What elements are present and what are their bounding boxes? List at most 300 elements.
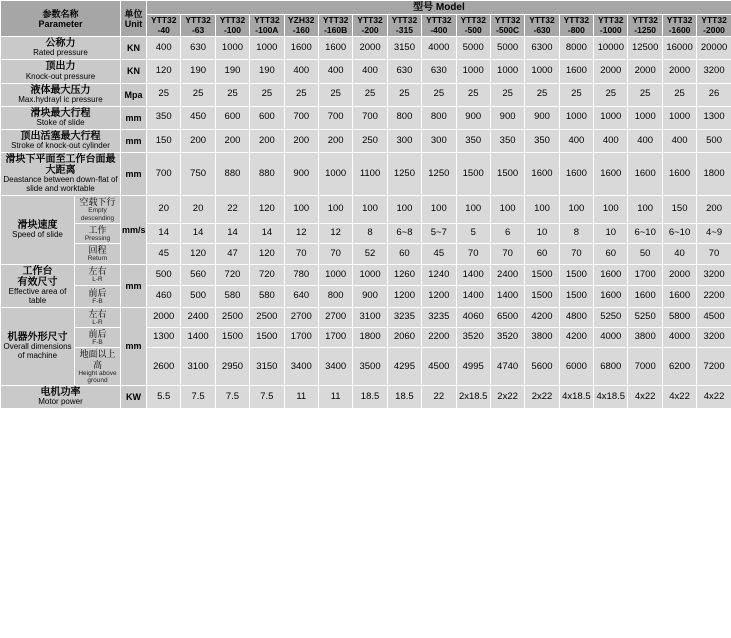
cell-3-6: 700	[353, 106, 387, 129]
effective-area-of-table-cell-0-10: 2400	[490, 264, 524, 286]
model-header-12: YTT32 -800	[559, 15, 593, 37]
effective-area-of-table-cell-1-5: 800	[318, 286, 352, 308]
overall-dimensions-cell-1-7: 2060	[387, 328, 421, 348]
speed-of-slide-label: 滑块速度 Speed of slide	[1, 196, 75, 264]
effective-area-of-table-unit: mm	[121, 264, 147, 307]
cell-5-13: 1600	[594, 152, 628, 195]
overall-dimensions-cell-1-4: 1700	[284, 328, 318, 348]
speed-of-slide-cell-1-15: 6~10	[662, 223, 696, 243]
cell-1-8: 630	[422, 60, 456, 83]
cell-5-14: 1600	[628, 152, 662, 195]
cell-2-10: 25	[490, 83, 524, 106]
cell-1-1: 190	[181, 60, 215, 83]
cell-0-12: 8000	[559, 37, 593, 60]
table-row	[1, 286, 731, 308]
speed-of-slide-cell-2-13: 60	[594, 244, 628, 264]
overall-dimensions-cell-1-5: 1700	[318, 328, 352, 348]
cell-0-16: 20000	[697, 37, 731, 60]
speed-of-slide-cell-0-2: 22	[215, 196, 249, 224]
cell-0-8: 4000	[422, 37, 456, 60]
cell-2-16: 26	[697, 83, 731, 106]
effective-area-of-table-cell-0-1: 560	[181, 264, 215, 286]
speed-of-slide-cell-2-11: 60	[525, 244, 559, 264]
cell-0-13: 10000	[594, 37, 628, 60]
speed-of-slide-cell-2-6: 52	[353, 244, 387, 264]
motor-power-cell-4: 11	[284, 386, 318, 409]
cell-3-5: 700	[318, 106, 352, 129]
effective-area-of-table-cell-0-9: 1400	[456, 264, 490, 286]
cell-4-3: 200	[250, 129, 284, 152]
speed-of-slide-cell-1-14: 6~10	[628, 223, 662, 243]
speed-of-slide-cell-2-7: 60	[387, 244, 421, 264]
cell-2-11: 25	[525, 83, 559, 106]
cell-1-10: 1000	[490, 60, 524, 83]
cell-4-6: 250	[353, 129, 387, 152]
cell-2-1: 25	[181, 83, 215, 106]
cell-1-4: 400	[284, 60, 318, 83]
overall-dimensions-label: 机器外形尺寸 Overall dimensions of machine	[1, 307, 75, 385]
cell-3-9: 900	[456, 106, 490, 129]
cell-4-14: 400	[628, 129, 662, 152]
cell-1-13: 2000	[594, 60, 628, 83]
effective-area-of-table-cell-1-4: 640	[284, 286, 318, 308]
cell-4-12: 400	[559, 129, 593, 152]
speed-of-slide-cell-0-13: 100	[594, 196, 628, 224]
cell-5-16: 1800	[697, 152, 731, 195]
effective-area-of-table-cell-1-9: 1400	[456, 286, 490, 308]
table-row	[1, 264, 731, 286]
cell-0-10: 5000	[490, 37, 524, 60]
table-row	[1, 386, 731, 409]
cell-2-13: 25	[594, 83, 628, 106]
motor-power-cell-7: 18.5	[387, 386, 421, 409]
cell-0-9: 5000	[456, 37, 490, 60]
speed-of-slide-cell-2-5: 70	[318, 244, 352, 264]
speed-of-slide-cell-2-10: 70	[490, 244, 524, 264]
overall-dimensions-cell-0-3: 2500	[250, 307, 284, 327]
overall-dimensions-cell-2-5: 3400	[318, 348, 352, 386]
effective-area-of-table-cell-0-16: 3200	[697, 264, 731, 286]
effective-area-of-table-cell-1-13: 1600	[594, 286, 628, 308]
header-parameter-cell	[1, 1, 121, 37]
cell-5-12: 1600	[559, 152, 593, 195]
cell-1-15: 2000	[662, 60, 696, 83]
cell-2-0: 25	[147, 83, 181, 106]
cell-4-15: 400	[662, 129, 696, 152]
overall-dimensions-cell-1-0: 1300	[147, 328, 181, 348]
cell-4-8: 300	[422, 129, 456, 152]
effective-area-of-table-cell-1-8: 1200	[422, 286, 456, 308]
cell-5-11: 1600	[525, 152, 559, 195]
effective-area-of-table-cell-1-7: 1200	[387, 286, 421, 308]
speed-of-slide-sub-2: 回程 Return	[75, 244, 121, 264]
overall-dimensions-cell-1-11: 3800	[525, 328, 559, 348]
cell-2-6: 25	[353, 83, 387, 106]
effective-area-of-table-cell-1-3: 580	[250, 286, 284, 308]
cell-3-3: 600	[250, 106, 284, 129]
cell-0-11: 6300	[525, 37, 559, 60]
cell-5-1: 750	[181, 152, 215, 195]
overall-dimensions-cell-2-16: 7200	[697, 348, 731, 386]
overall-dimensions-unit: mm	[121, 307, 147, 385]
cell-1-16: 3200	[697, 60, 731, 83]
motor-power-cell-6: 18.5	[353, 386, 387, 409]
speed-of-slide-cell-0-16: 200	[697, 196, 731, 224]
model-header-0: YTT32 -40	[147, 15, 181, 37]
motor-power-cell-13: 4x18.5	[594, 386, 628, 409]
speed-of-slide-cell-1-11: 10	[525, 223, 559, 243]
cell-3-12: 1000	[559, 106, 593, 129]
cell-0-7: 3150	[387, 37, 421, 60]
effective-area-of-table-cell-0-12: 1500	[559, 264, 593, 286]
effective-area-of-table-cell-0-13: 1600	[594, 264, 628, 286]
model-header-14: YTT32 -1250	[628, 15, 662, 37]
row-unit-1: KN	[121, 60, 147, 83]
table-row	[1, 196, 731, 224]
effective-area-of-table-cell-0-5: 1000	[318, 264, 352, 286]
model-header-16: YTT32 -2000	[697, 15, 731, 37]
row-unit-3: mm	[121, 106, 147, 129]
table-row	[1, 328, 731, 348]
cell-3-4: 700	[284, 106, 318, 129]
table-header-row-1	[1, 1, 731, 15]
speed-of-slide-cell-0-14: 100	[628, 196, 662, 224]
speed-of-slide-cell-0-8: 100	[422, 196, 456, 224]
effective-area-of-table-cell-1-2: 580	[215, 286, 249, 308]
speed-of-slide-cell-1-8: 5~7	[422, 223, 456, 243]
speed-of-slide-cell-1-10: 6	[490, 223, 524, 243]
header-parameter-cn: 参数名称	[42, 8, 79, 19]
header-unit-cn: 单位	[124, 8, 143, 19]
overall-dimensions-cell-0-7: 3235	[387, 307, 421, 327]
motor-power-cell-5: 11	[318, 386, 352, 409]
speed-of-slide-cell-0-7: 100	[387, 196, 421, 224]
motor-power-cell-3: 7.5	[250, 386, 284, 409]
effective-area-of-table-cell-1-6: 900	[353, 286, 387, 308]
speed-of-slide-sub-0: 空载下行 Empty descending	[75, 196, 121, 224]
overall-dimensions-cell-1-16: 3200	[697, 328, 731, 348]
overall-dimensions-cell-1-1: 1400	[181, 328, 215, 348]
speed-of-slide-cell-0-3: 120	[250, 196, 284, 224]
table-row	[1, 83, 731, 106]
overall-dimensions-cell-0-0: 2000	[147, 307, 181, 327]
cell-2-2: 25	[215, 83, 249, 106]
cell-5-9: 1500	[456, 152, 490, 195]
speed-of-slide-cell-1-6: 8	[353, 223, 387, 243]
speed-of-slide-cell-0-1: 20	[181, 196, 215, 224]
speed-of-slide-cell-2-14: 50	[628, 244, 662, 264]
cell-4-4: 200	[284, 129, 318, 152]
speed-of-slide-cell-1-16: 4~9	[697, 223, 731, 243]
effective-area-of-table-cell-0-11: 1500	[525, 264, 559, 286]
cell-0-1: 630	[181, 37, 215, 60]
motor-power-unit: KW	[121, 386, 147, 409]
overall-dimensions-cell-1-13: 4000	[594, 328, 628, 348]
effective-area-of-table-cell-0-3: 720	[250, 264, 284, 286]
overall-dimensions-cell-2-2: 2950	[215, 348, 249, 386]
cell-0-2: 1000	[215, 37, 249, 60]
model-header-4: YZH32 -160	[284, 15, 318, 37]
motor-power-cell-9: 2x18.5	[456, 386, 490, 409]
model-header-3: YTT32 -100A	[250, 15, 284, 37]
overall-dimensions-cell-2-12: 6000	[559, 348, 593, 386]
speed-of-slide-cell-1-1: 14	[181, 223, 215, 243]
row-unit-4: mm	[121, 129, 147, 152]
overall-dimensions-cell-1-3: 1500	[250, 328, 284, 348]
cell-4-9: 350	[456, 129, 490, 152]
effective-area-of-table-cell-0-8: 1240	[422, 264, 456, 286]
overall-dimensions-cell-1-2: 1500	[215, 328, 249, 348]
cell-3-8: 800	[422, 106, 456, 129]
motor-power-cell-8: 22	[422, 386, 456, 409]
overall-dimensions-cell-2-10: 4740	[490, 348, 524, 386]
overall-dimensions-cell-2-8: 4500	[422, 348, 456, 386]
cell-3-14: 1000	[628, 106, 662, 129]
overall-dimensions-cell-0-4: 2700	[284, 307, 318, 327]
row-unit-2: Mpa	[121, 83, 147, 106]
row-label-4: 顶出活塞最大行程 Stroke of knock-out cylinder	[1, 129, 121, 152]
overall-dimensions-cell-2-11: 5600	[525, 348, 559, 386]
motor-power-cell-1: 7.5	[181, 386, 215, 409]
cell-1-0: 120	[147, 60, 181, 83]
table-row	[1, 223, 731, 243]
effective-area-of-table-cell-1-14: 1600	[628, 286, 662, 308]
speed-of-slide-cell-0-0: 20	[147, 196, 181, 224]
cell-4-16: 500	[697, 129, 731, 152]
speed-of-slide-cell-2-8: 45	[422, 244, 456, 264]
cell-0-3: 1000	[250, 37, 284, 60]
overall-dimensions-cell-0-1: 2400	[181, 307, 215, 327]
speed-of-slide-cell-2-1: 120	[181, 244, 215, 264]
motor-power-cell-2: 7.5	[215, 386, 249, 409]
model-header-6: YTT32 -200	[353, 15, 387, 37]
overall-dimensions-cell-0-5: 2700	[318, 307, 352, 327]
cell-2-5: 25	[318, 83, 352, 106]
overall-dimensions-cell-0-6: 3100	[353, 307, 387, 327]
speed-of-slide-cell-2-2: 47	[215, 244, 249, 264]
overall-dimensions-cell-0-10: 6500	[490, 307, 524, 327]
model-header-2: YTT32 -100	[215, 15, 249, 37]
cell-1-5: 400	[318, 60, 352, 83]
cell-2-15: 25	[662, 83, 696, 106]
effective-area-of-table-cell-0-2: 720	[215, 264, 249, 286]
cell-0-4: 1600	[284, 37, 318, 60]
overall-dimensions-cell-2-3: 3150	[250, 348, 284, 386]
effective-area-of-table-cell-0-4: 780	[284, 264, 318, 286]
effective-area-of-table-cell-0-14: 1700	[628, 264, 662, 286]
table-row	[1, 129, 731, 152]
cell-4-5: 200	[318, 129, 352, 152]
overall-dimensions-cell-1-6: 1800	[353, 328, 387, 348]
overall-dimensions-cell-0-13: 5250	[594, 307, 628, 327]
cell-1-12: 1600	[559, 60, 593, 83]
header-parameter-en: Parameter	[38, 18, 83, 29]
overall-dimensions-cell-2-7: 4295	[387, 348, 421, 386]
cell-0-0: 400	[147, 37, 181, 60]
effective-area-of-table-cell-1-12: 1500	[559, 286, 593, 308]
row-label-2: 液体最大压力 Max.hydrayl ic pressure	[1, 83, 121, 106]
overall-dimensions-cell-1-9: 3520	[456, 328, 490, 348]
cell-3-13: 1000	[594, 106, 628, 129]
overall-dimensions-cell-1-8: 2200	[422, 328, 456, 348]
speed-of-slide-cell-1-13: 10	[594, 223, 628, 243]
model-header-11: YTT32 -630	[525, 15, 559, 37]
cell-3-1: 450	[181, 106, 215, 129]
cell-4-7: 300	[387, 129, 421, 152]
overall-dimensions-cell-0-12: 4800	[559, 307, 593, 327]
overall-dimensions-cell-0-15: 5800	[662, 307, 696, 327]
cell-4-2: 200	[215, 129, 249, 152]
cell-2-7: 25	[387, 83, 421, 106]
model-header-15: YTT32 -1600	[662, 15, 696, 37]
overall-dimensions-cell-2-14: 7000	[628, 348, 662, 386]
speed-of-slide-cell-2-3: 120	[250, 244, 284, 264]
speed-of-slide-sub-1: 工作 Pressing	[75, 223, 121, 243]
motor-power-cell-10: 2x22	[490, 386, 524, 409]
model-header-1: YTT32 -63	[181, 15, 215, 37]
speed-of-slide-cell-0-4: 100	[284, 196, 318, 224]
cell-1-6: 400	[353, 60, 387, 83]
cell-3-2: 600	[215, 106, 249, 129]
cell-4-11: 350	[525, 129, 559, 152]
cell-1-2: 190	[215, 60, 249, 83]
speed-of-slide-cell-1-2: 14	[215, 223, 249, 243]
speed-of-slide-cell-2-12: 70	[559, 244, 593, 264]
motor-power-label: 电机功率 Motor power	[1, 386, 121, 409]
speed-of-slide-cell-0-15: 150	[662, 196, 696, 224]
cell-0-15: 16000	[662, 37, 696, 60]
model-header-10: YTT32 -500C	[490, 15, 524, 37]
cell-3-16: 1300	[697, 106, 731, 129]
cell-2-9: 25	[456, 83, 490, 106]
cell-1-14: 2000	[628, 60, 662, 83]
cell-4-1: 200	[181, 129, 215, 152]
cell-1-3: 190	[250, 60, 284, 83]
speed-of-slide-cell-2-15: 40	[662, 244, 696, 264]
motor-power-cell-16: 4x22	[697, 386, 731, 409]
table-row	[1, 307, 731, 327]
row-unit-0: KN	[121, 37, 147, 60]
effective-area-of-table-cell-0-15: 2000	[662, 264, 696, 286]
overall-dimensions-sub-0: 左右 L-R	[75, 307, 121, 327]
effective-area-of-table-cell-1-11: 1500	[525, 286, 559, 308]
speed-of-slide-cell-1-12: 8	[559, 223, 593, 243]
speed-of-slide-cell-0-10: 100	[490, 196, 524, 224]
cell-5-3: 880	[250, 152, 284, 195]
speed-of-slide-cell-1-4: 12	[284, 223, 318, 243]
overall-dimensions-cell-2-4: 3400	[284, 348, 318, 386]
speed-of-slide-cell-0-6: 100	[353, 196, 387, 224]
speed-of-slide-unit: mm/s	[121, 196, 147, 264]
cell-5-0: 700	[147, 152, 181, 195]
model-header-13: YTT32 -1000	[594, 15, 628, 37]
overall-dimensions-cell-0-14: 5250	[628, 307, 662, 327]
speed-of-slide-cell-1-0: 14	[147, 223, 181, 243]
speed-of-slide-cell-0-5: 100	[318, 196, 352, 224]
speed-of-slide-cell-0-11: 100	[525, 196, 559, 224]
overall-dimensions-cell-0-16: 4500	[697, 307, 731, 327]
cell-3-15: 1000	[662, 106, 696, 129]
cell-3-10: 900	[490, 106, 524, 129]
overall-dimensions-sub-2: 地面以上高 Height above ground	[75, 348, 121, 386]
table-row	[1, 37, 731, 60]
cell-2-12: 25	[559, 83, 593, 106]
speed-of-slide-cell-2-16: 70	[697, 244, 731, 264]
effective-area-of-table-cell-0-7: 1260	[387, 264, 421, 286]
overall-dimensions-cell-0-11: 4200	[525, 307, 559, 327]
cell-5-5: 1000	[318, 152, 352, 195]
effective-area-of-table-cell-1-1: 500	[181, 286, 215, 308]
header-unit-en: Unit	[124, 18, 143, 29]
speed-of-slide-cell-0-9: 100	[456, 196, 490, 224]
model-header-8: YTT32 -400	[422, 15, 456, 37]
overall-dimensions-cell-1-10: 3520	[490, 328, 524, 348]
overall-dimensions-cell-2-9: 4995	[456, 348, 490, 386]
table-row	[1, 106, 731, 129]
cell-5-6: 1100	[353, 152, 387, 195]
effective-area-of-table-cell-1-10: 1400	[490, 286, 524, 308]
speed-of-slide-cell-1-5: 12	[318, 223, 352, 243]
row-label-1: 顶出力 Knock-out pressure	[1, 60, 121, 83]
cell-5-2: 880	[215, 152, 249, 195]
overall-dimensions-cell-0-9: 4060	[456, 307, 490, 327]
speed-of-slide-cell-1-9: 5	[456, 223, 490, 243]
speed-of-slide-cell-2-4: 70	[284, 244, 318, 264]
table-row	[1, 244, 731, 264]
motor-power-cell-15: 4x22	[662, 386, 696, 409]
cell-2-14: 25	[628, 83, 662, 106]
speed-of-slide-cell-1-3: 14	[250, 223, 284, 243]
effective-area-of-table-sub-0: 左右 L-R	[75, 264, 121, 286]
model-header-9: YTT32 -500	[456, 15, 490, 37]
cell-5-15: 1600	[662, 152, 696, 195]
table-row	[1, 152, 731, 195]
cell-2-4: 25	[284, 83, 318, 106]
speed-of-slide-cell-2-0: 45	[147, 244, 181, 264]
table-row	[1, 60, 731, 83]
overall-dimensions-cell-1-14: 3800	[628, 328, 662, 348]
effective-area-of-table-cell-1-16: 2200	[697, 286, 731, 308]
table-row	[1, 348, 731, 386]
overall-dimensions-cell-0-2: 2500	[215, 307, 249, 327]
row-label-5: 滑块下平面至工作台面最大距离 Deastance between down-flat of slide and worktable	[1, 152, 121, 195]
cell-3-11: 900	[525, 106, 559, 129]
cell-4-13: 400	[594, 129, 628, 152]
overall-dimensions-cell-2-1: 3100	[181, 348, 215, 386]
cell-3-0: 350	[147, 106, 181, 129]
cell-4-0: 150	[147, 129, 181, 152]
cell-1-11: 1000	[525, 60, 559, 83]
effective-area-of-table-label: 工作台 有效尺寸 Effective area of table	[1, 264, 75, 307]
overall-dimensions-cell-2-13: 6800	[594, 348, 628, 386]
cell-5-8: 1250	[422, 152, 456, 195]
effective-area-of-table-cell-1-0: 460	[147, 286, 181, 308]
cell-0-5: 1600	[318, 37, 352, 60]
motor-power-cell-0: 5.5	[147, 386, 181, 409]
cell-1-7: 630	[387, 60, 421, 83]
effective-area-of-table-sub-1: 前后 F-B	[75, 286, 121, 308]
effective-area-of-table-cell-0-6: 1000	[353, 264, 387, 286]
speed-of-slide-cell-1-7: 6~8	[387, 223, 421, 243]
overall-dimensions-sub-1: 前后 F-B	[75, 328, 121, 348]
row-unit-5: mm	[121, 152, 147, 195]
cell-2-8: 25	[422, 83, 456, 106]
overall-dimensions-cell-2-0: 2600	[147, 348, 181, 386]
overall-dimensions-cell-2-15: 6200	[662, 348, 696, 386]
motor-power-cell-12: 4x18.5	[559, 386, 593, 409]
row-label-0: 公称力 Rated pressure	[1, 37, 121, 60]
row-label-3: 滑块最大行程 Stoke of slide	[1, 106, 121, 129]
